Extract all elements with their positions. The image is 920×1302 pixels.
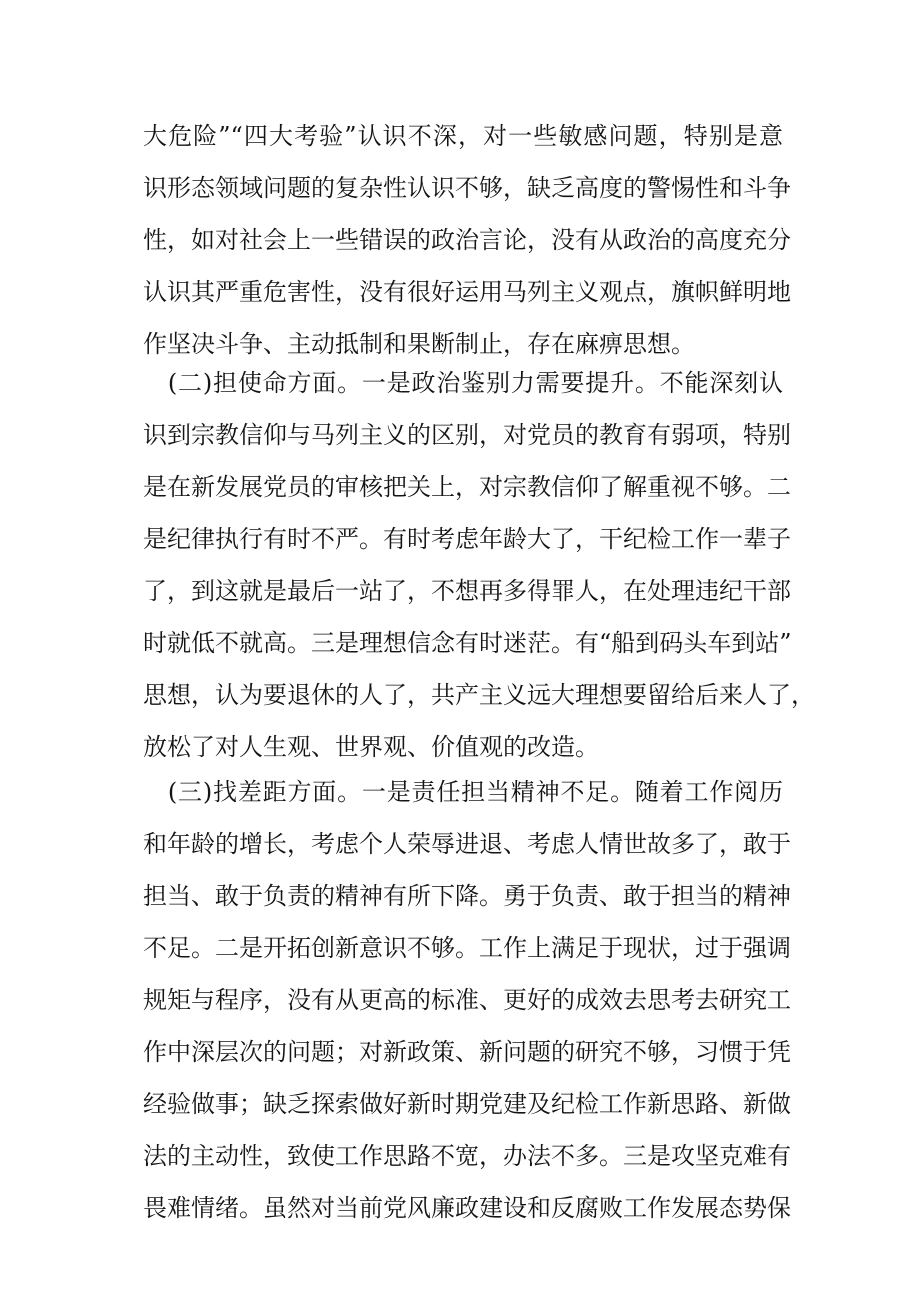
paragraph-line: 作中深层次的问题；对新政策、新问题的研究不够，习惯于凭: [143, 1038, 791, 1066]
paragraph-line: 法的主动性，致使工作思路不宽，办法不多。三是攻坚克难有: [143, 1142, 791, 1170]
paragraph-line: 识形态领域问题的复杂性认识不够，缺乏高度的警惕性和斗争: [143, 174, 791, 202]
paragraph-line: 是在新发展党员的审核把关上，对宗教信仰了解重视不够。二: [143, 473, 791, 501]
paragraph-line: 识到宗教信仰与马列主义的区别，对党员的教育有弱项，特别: [143, 421, 791, 449]
paragraph-3: [143, 766, 791, 1234]
paragraph-line: 是纪律执行有时不严。有时考虑年龄大了，干纪检工作一辈子: [143, 525, 791, 553]
paragraph-line: 和年龄的增长，考虑个人荣辱进退、考虑人情世故多了，敢于: [143, 830, 791, 858]
paragraph-line: 不足。二是开拓创新意识不够。工作上满足于现状，过于强调: [143, 934, 791, 962]
paragraph-line: 认识其严重危害性，没有很好运用马列主义观点，旗帜鲜明地: [143, 278, 791, 306]
paragraph-line: (二)担使命方面。一是政治鉴别力需要提升。不能深刻认: [143, 369, 783, 397]
paragraph-line: 畏难情绪。虽然对当前党风廉政建设和反腐败工作发展态势保: [143, 1194, 791, 1222]
paragraph-line: 大危险”“四大考验”认识不深，对一些敏感问题，特别是意: [143, 122, 783, 150]
paragraph-1: [143, 110, 791, 370]
paragraph-line: 担当、敢于负责的精神有所下降。勇于负责、敢于担当的精神: [143, 882, 791, 910]
paragraph-2: [143, 357, 815, 773]
paragraph-line: 思想，认为要退休的人了，共产主义远大理想要留给后来人了，: [143, 681, 815, 709]
paragraph-line: 时就低不就高。三是理想信念有时迷茫。有“船到码头车到站”: [143, 629, 792, 657]
paragraph-line: 作坚决斗争、主动抵制和果断制止，存在麻痹思想。: [143, 330, 695, 358]
paragraph-line: 规矩与程序，没有从更高的标准、更好的成效去思考去研究工: [143, 986, 791, 1014]
paragraph-line: 放松了对人生观、世界观、价值观的改造。: [143, 733, 599, 761]
paragraph-line: 经验做事；缺乏探索做好新时期党建及纪检工作新思路、新做: [143, 1090, 791, 1118]
paragraph-line: 了，到这就是最后一站了，不想再多得罪人，在处理违纪干部: [143, 577, 791, 605]
paragraph-line: 性，如对社会上一些错误的政治言论，没有从政治的高度充分: [143, 226, 791, 254]
paragraph-line: (三)找差距方面。一是责任担当精神不足。随着工作阅历: [143, 778, 783, 806]
